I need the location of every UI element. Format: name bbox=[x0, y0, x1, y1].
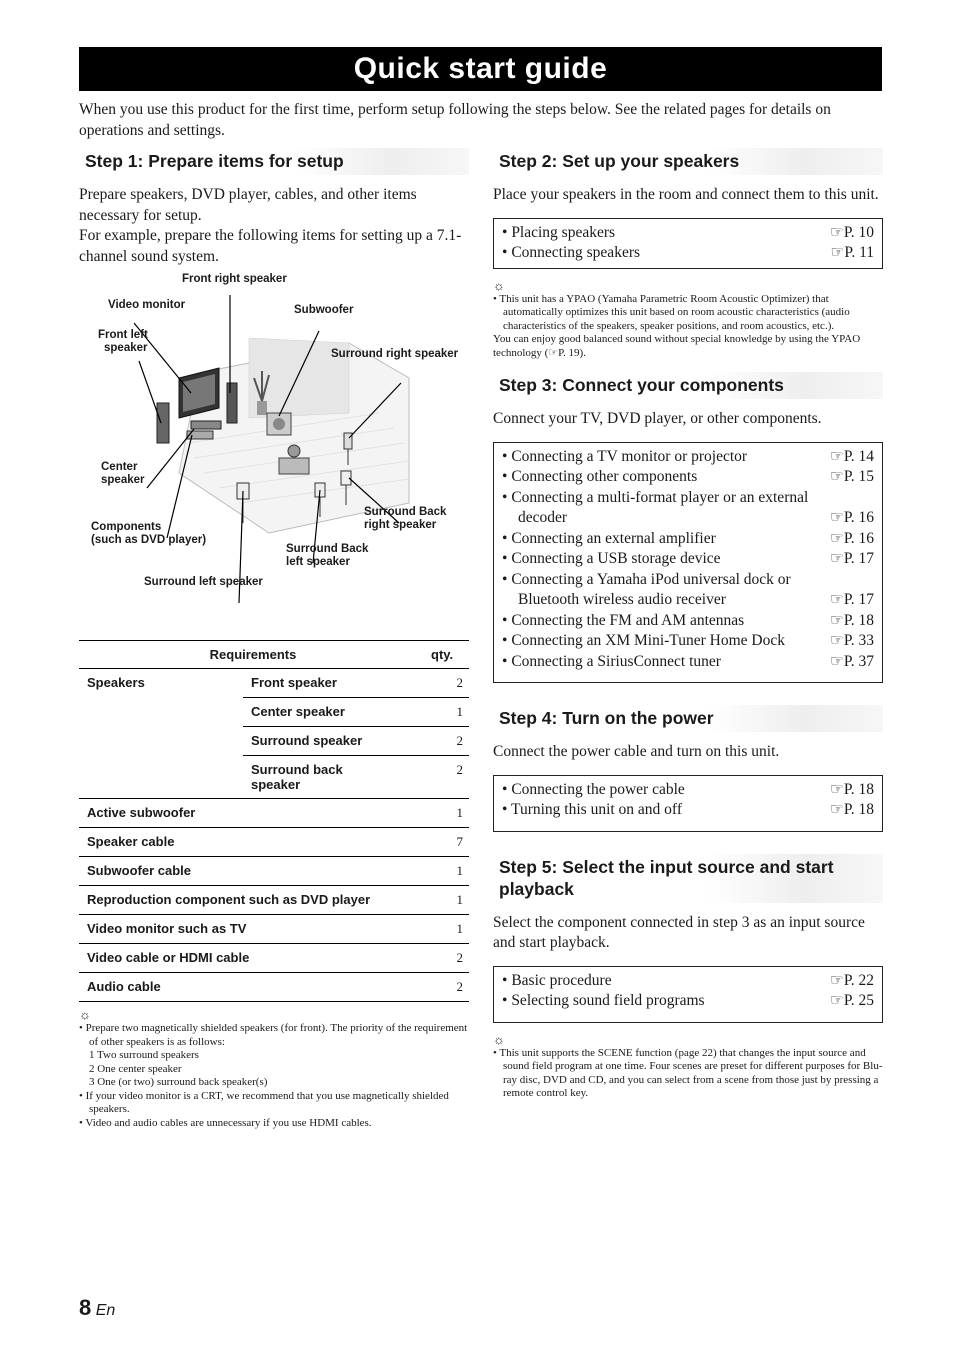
step1-heading: Step 1: Prepare items for setup bbox=[79, 148, 469, 175]
req-qty: 1 bbox=[427, 698, 469, 727]
step2-para: Place your speakers in the room and connect them to this unit. bbox=[493, 186, 879, 203]
table-row bbox=[79, 857, 469, 886]
speakers-label: Speakers bbox=[87, 675, 145, 690]
req-name: Front speaker bbox=[243, 669, 427, 698]
list-item: • Connecting a SiriusConnect tuner ☞P. 37 bbox=[502, 652, 874, 670]
label-surround-left: Surround left speaker bbox=[144, 576, 263, 588]
req-name: Subwoofer cable bbox=[79, 857, 427, 886]
speaker-setup-diagram bbox=[79, 273, 469, 628]
list-item: • Connecting the FM and AM antennas ☞P. 18 bbox=[502, 611, 874, 629]
req-name: Surround back speaker bbox=[243, 756, 427, 799]
list-item: • Connecting speakers ☞P. 11 bbox=[502, 244, 874, 261]
label-center-1: Center bbox=[101, 461, 138, 473]
table-row bbox=[79, 799, 469, 828]
req-qty: 2 bbox=[427, 944, 469, 973]
tip-sub: 1 Two surround speakers bbox=[89, 1049, 199, 1061]
req-qty: 2 bbox=[427, 669, 469, 698]
step2-tip: • This unit has a YPAO (Yamaha Parametric Room Acoustic Optimizer) that automatically optimizes this unit based on room acoustic characteristics (audio characteristics of the speakers, speaker positions, and room acoustics, etc.). You can enjoy good balanced sound without special knowledge by using the YPAO technology (☞P. 19). bbox=[493, 292, 861, 359]
step4-para: Connect the power cable and turn on this unit. bbox=[493, 743, 780, 760]
step4-heading: Step 4: Turn on the power bbox=[493, 705, 883, 732]
list-item: • Connecting the power cable ☞P. 18 bbox=[502, 780, 874, 798]
step3-refs bbox=[493, 442, 883, 684]
req-name: Surround speaker bbox=[243, 727, 427, 756]
label-front-left-1: Front left bbox=[98, 329, 148, 341]
req-qty: 1 bbox=[427, 886, 469, 915]
table-row bbox=[79, 828, 469, 857]
step1-para1: Prepare speakers, DVD player, cables, and other items necessary for setup. bbox=[79, 186, 417, 224]
table-row bbox=[79, 915, 469, 944]
req-qty: 2 bbox=[427, 756, 469, 799]
page-number: 8 En bbox=[79, 1295, 116, 1320]
label-surround-back-left-1: Surround Back bbox=[286, 543, 369, 555]
req-qty: 1 bbox=[427, 857, 469, 886]
qty-header: qty. bbox=[427, 641, 469, 669]
list-item: • Placing speakers ☞P. 10 bbox=[502, 223, 874, 241]
step4-refs bbox=[493, 775, 883, 832]
label-surround-back-right-2: right speaker bbox=[364, 519, 437, 531]
step1-para2: For example, prepare the following items for setting up a 7.1-channel sound system. bbox=[79, 227, 462, 265]
list-item: • Connecting a USB storage device ☞P. 17 bbox=[502, 550, 874, 567]
label-front-left-2: speaker bbox=[104, 342, 148, 354]
label-front-right-speaker: Front right speaker bbox=[182, 273, 287, 285]
step5-heading: Step 5: Select the input source and start playback bbox=[493, 854, 883, 903]
tip-bullet: • Prepare two magnetically shielded speakers (for front). The priority of the requirement of other speakers is as follows: bbox=[79, 1022, 468, 1048]
tip-icon: ☼ bbox=[79, 1007, 91, 1022]
req-qty: 7 bbox=[427, 828, 469, 857]
list-item: • Basic procedure ☞P. 22 bbox=[502, 971, 874, 989]
tip-sub: 2 One center speaker bbox=[89, 1062, 182, 1075]
left-column bbox=[79, 148, 469, 1130]
intro-text: When you use this product for the first time, perform setup following the steps below. See the related pages for details on operations and settings. bbox=[79, 101, 831, 139]
tip-sub: 3 One (or two) surround back speaker(s) bbox=[89, 1076, 268, 1088]
label-video-monitor: Video monitor bbox=[108, 299, 186, 311]
label-subwoofer: Subwoofer bbox=[294, 304, 354, 316]
table-row bbox=[79, 944, 469, 973]
label-surround-back-left-2: left speaker bbox=[286, 556, 350, 568]
step2-heading: Step 2: Set up your speakers bbox=[493, 148, 883, 175]
step5-refs bbox=[493, 966, 883, 1023]
requirements-table bbox=[79, 640, 469, 1002]
label-surround-right: Surround right speaker bbox=[331, 348, 459, 360]
list-item: • Connecting an external amplifier ☞P. 16 bbox=[502, 529, 874, 547]
tip-bullet: • If your video monitor is a CRT, we recommend that you use magnetically shielded speakers. bbox=[79, 1089, 449, 1115]
tip-icon: ☼ bbox=[493, 277, 505, 293]
list-item: • Selecting sound field programs ☞P. 25 bbox=[502, 992, 874, 1009]
list-item: • Connecting a multi-format player or an external decoder ☞P. 16 bbox=[502, 488, 874, 526]
step5-para: Select the component connected in step 3 as an input source and start playback. bbox=[493, 913, 865, 951]
page-title: Quick start guide bbox=[79, 47, 882, 91]
list-item: • Connecting an XM Mini-Tuner Home Dock ☞P. 33 bbox=[502, 632, 874, 649]
label-surround-back-right-1: Surround Back bbox=[364, 506, 447, 518]
step3-para: Connect your TV, DVD player, or other components. bbox=[493, 410, 822, 427]
req-name: Reproduction component such as DVD player bbox=[79, 886, 427, 915]
req-name: Audio cable bbox=[79, 973, 427, 1002]
req-name: Center speaker bbox=[243, 698, 427, 727]
req-name: Video cable or HDMI cable bbox=[79, 944, 427, 973]
step5-tip: • This unit supports the SCENE function (page 22) that changes the input source and sound field program at one time. Four scenes are preset for different purposes for Blu-ray disc, DVD and CD, and you can select from a scene from those just by pressing a remote control key. bbox=[493, 1046, 883, 1099]
right-column bbox=[493, 148, 883, 1101]
table-row bbox=[79, 973, 469, 1002]
tip-icon: ☼ bbox=[493, 1031, 505, 1047]
req-qty: 2 bbox=[427, 727, 469, 756]
req-qty: 1 bbox=[427, 915, 469, 944]
req-name: Speaker cable bbox=[79, 828, 427, 857]
req-name: Active subwoofer bbox=[79, 799, 427, 828]
step1-tips bbox=[79, 1022, 469, 1130]
label-center-2: speaker bbox=[101, 474, 145, 486]
list-item: • Connecting a Yamaha iPod universal dock or Bluetooth wireless audio receiver ☞P. 17 bbox=[502, 570, 874, 608]
label-components-1: Components bbox=[91, 521, 162, 533]
table-row bbox=[79, 886, 469, 915]
step3-heading: Step 3: Connect your components bbox=[493, 372, 883, 399]
list-item: • Connecting other components ☞P. 15 bbox=[502, 468, 874, 485]
list-item: • Connecting a TV monitor or projector ☞P. 14 bbox=[502, 447, 874, 465]
req-header: Requirements bbox=[79, 641, 427, 669]
table-row bbox=[79, 669, 469, 698]
step2-refs bbox=[493, 218, 883, 269]
tip-bullet: • Video and audio cables are unnecessary if you use HDMI cables. bbox=[79, 1116, 372, 1129]
list-item: • Turning this unit on and off ☞P. 18 bbox=[502, 801, 874, 818]
req-name: Video monitor such as TV bbox=[79, 915, 427, 944]
req-qty: 2 bbox=[427, 973, 469, 1002]
label-components-2: (such as DVD player) bbox=[91, 534, 207, 546]
req-qty: 1 bbox=[427, 799, 469, 828]
